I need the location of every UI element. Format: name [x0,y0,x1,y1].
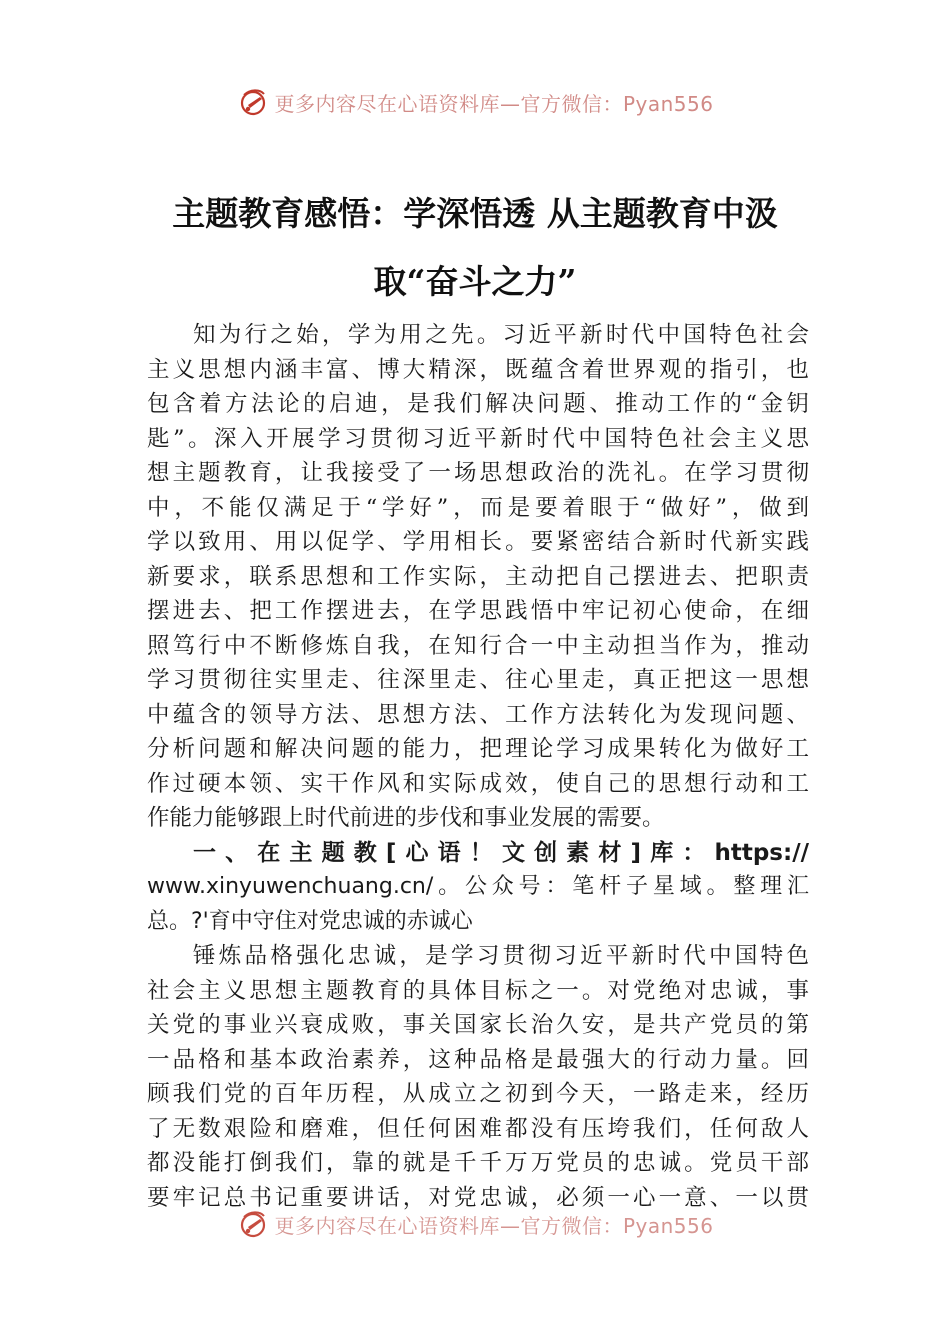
brush-logo-icon [236,85,270,119]
watermark-banner-top [0,82,950,122]
text-line: 想主题教育，让我接受了一场思想政治的洗礼。在学习贯彻 [147,460,809,486]
text-line: 都没能打倒我们，靠的就是千千万万党员的忠诚。党员干部 [147,1150,809,1176]
page-title-line-2: 取“奋斗之力” [373,262,577,301]
section-heading-line: 总。?'育中守住对党忠诚的赤诚心 [147,908,473,934]
text-line: 学习贯彻往实里走、往深里走、往心里走，真正把这一思想 [147,667,809,693]
text-line: 一品格和基本政治素养，这种品格是最强大的行动力量。回 [147,1046,809,1073]
text-line: 新要求，联系思想和工作实际，主动把自己摆进去、把职责 [147,563,809,590]
section-heading-line: www.xinyuwenchuang.cn/。公众号：笔杆子星域。整理汇 [147,874,809,899]
watermark-text-bottom: 更多内容尽在心语资料库—官方微信：Pyan556 [274,1213,714,1238]
text-line: 中蕴含的领导方法、思想方法、工作方法转化为发现问题、 [147,701,809,728]
text-line: 锤炼品格强化忠诚，是学习贯彻习近平新时代中国特色 [193,943,809,969]
text-line: 主义思想内涵丰富、博大精深，既蕴含着世界观的指引，也 [147,356,809,383]
brush-logo-icon [236,1207,270,1241]
text-line: 要牢记总书记重要讲话，对党忠诚，必须一心一意、一以贯 [147,1184,809,1211]
article-body [147,318,809,1215]
text-line: 顾我们党的百年历程，从成立之初到今天，一路走来，经历 [147,1081,809,1107]
watermark-text-top: 更多内容尽在心语资料库—官方微信：Pyan556 [274,91,714,116]
text-line: 中，不能仅满足于“学好”，而是要着眼于“做好”，做到 [147,494,809,521]
text-line: 关党的事业兴衰成败，事关国家长治久安，是共产党员的第 [147,1012,809,1038]
page-title-line-1: 主题教育感悟：学深悟透 从主题教育中汲 [172,194,778,233]
section-heading-line: 一、在主题教[心语！文创素材]库：https:// [193,839,809,866]
text-line: 摆进去、把工作摆进去，在学思践悟中牢记初心使命，在细 [147,598,809,624]
watermark-banner-bottom [0,1204,950,1244]
text-line: 了无数艰险和磨难，但任何困难都没有压垮我们，任何敌人 [147,1115,809,1142]
text-line: 学以致用、用以促学、学用相长。要紧密结合新时代新实践 [147,529,809,555]
text-line: 匙”。深入开展学习贯彻习近平新时代中国特色社会主义思 [147,425,809,452]
text-line: 照笃行中不断修炼自我，在知行合一中主动担当作为，推动 [147,632,809,659]
text-line: 包含着方法论的启迪，是我们解决问题、推动工作的“金钥 [147,391,809,417]
text-line: 社会主义思想主题教育的具体目标之一。对党绝对忠诚，事 [147,977,809,1004]
text-line: 作过硬本领、实干作风和实际成效，使自己的思想行动和工 [147,770,809,797]
text-line: 分析问题和解决问题的能力，把理论学习成果转化为做好工 [147,736,809,762]
text-line: 知为行之始，学为用之先。习近平新时代中国特色社会 [193,322,809,348]
text-line: 作能力能够跟上时代前进的步伐和事业发展的需要。 [147,805,665,831]
